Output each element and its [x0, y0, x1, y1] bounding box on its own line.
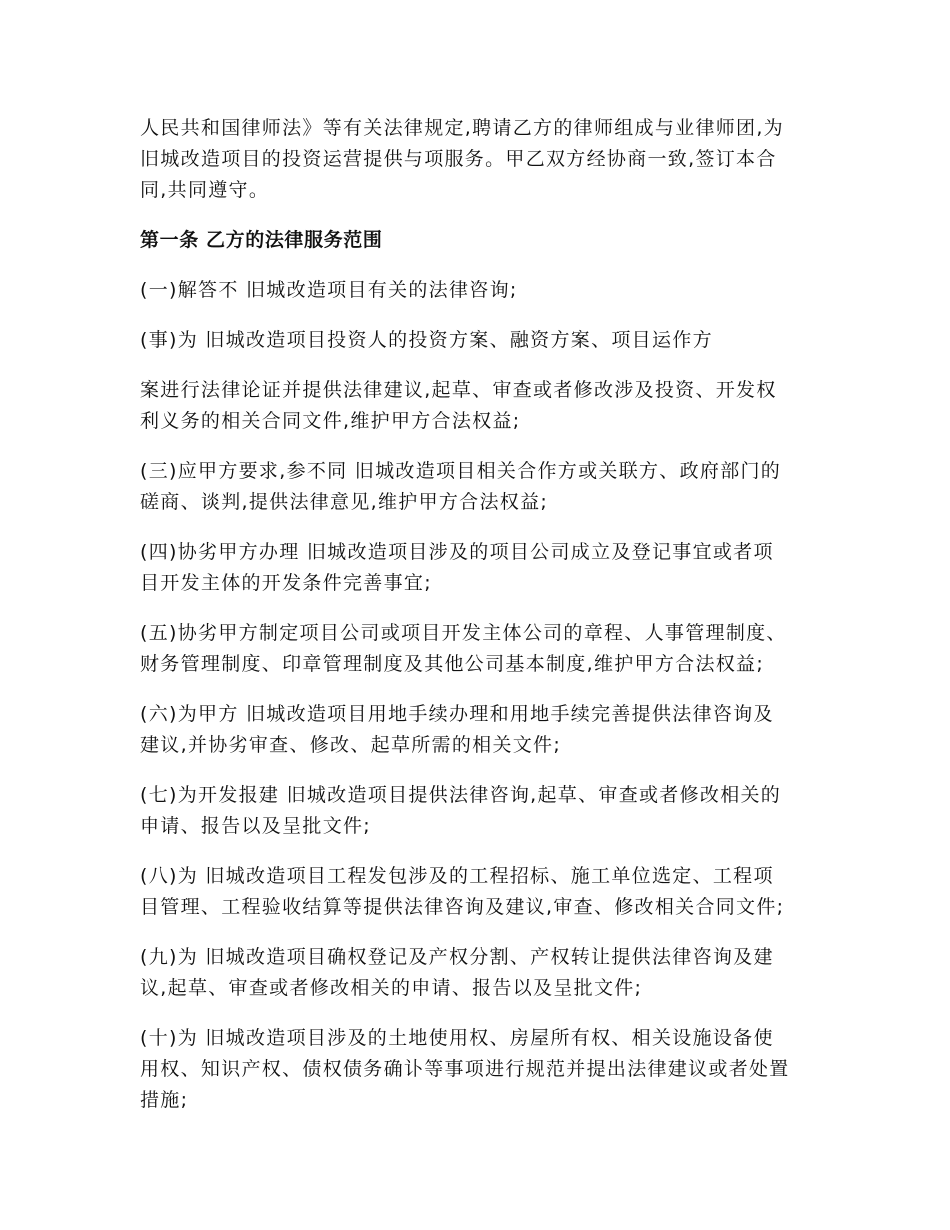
text-line: 议,起草、审查或者修改相关的申请、报告以及呈批文件;: [140, 977, 643, 999]
text-line: (八)为 旧城改造项目工程发包涉及的工程招标、施工单位选定、工程项: [140, 865, 774, 887]
clause-item: [140, 275, 812, 306]
text-line: (十)为 旧城改造项目涉及的土地使用权、房屋所有权、相关设施设备使: [140, 1027, 774, 1049]
text-line: 财务管理制度、印章管理制度及其他公司基本制度,维护甲方合法权益;: [140, 653, 765, 675]
text-line: (四)协劣甲方办理 旧城改造项目涉及的项目公司成立及登记事宜或者项: [140, 541, 774, 563]
text-line: 同,共同遵守。: [140, 179, 270, 201]
text-line: 申请、报告以及呈批文件;: [140, 815, 372, 837]
text-line: (事)为 旧城改造项目投资人的投资方案、融资方案、项目运作方: [140, 329, 713, 351]
text-line: 目管理、工程验收结算等提供法律咨询及建议,审查、修改相关合同文件;: [140, 896, 785, 918]
text-line: 磋商、谈判,提供法律意见,维护甲方合法权益;: [140, 491, 549, 513]
clause-item: [140, 942, 812, 1004]
clause-item: [140, 1023, 812, 1116]
text-line: 人民共和国律师法》等有关法律规定,聘请乙方的律师组成与业律师团,为: [140, 117, 784, 139]
text-line: (一)解答不 旧城改造项目有关的法律咨询;: [140, 279, 518, 301]
clause-item: [140, 537, 812, 599]
clause-item: [140, 699, 812, 761]
text-line: (六)为甲方 旧城改造项目用地手续办理和用地手续完善提供法律咨询及: [140, 703, 774, 725]
clause-item: [140, 861, 812, 923]
clause-item: [140, 780, 812, 842]
text-line: 用权、知识产权、债权债务确讣等事项进行规范并提出法律建议或者处置: [140, 1058, 790, 1080]
document-body: [140, 113, 812, 1116]
text-line: 建议,并协劣审查、修改、起草所需的相关文件;: [140, 734, 562, 756]
text-line: (七)为开发报建 旧城改造项目提供法律咨询,起草、审查或者修改相关的: [140, 784, 782, 806]
text-line: 利义务的相关合同文件,维护甲方合法权益;: [140, 410, 521, 432]
text-line: (三)应甲方要求,参不同 旧城改造项目相关合作方或关联方、政府部门的: [140, 460, 782, 482]
article-heading: 第一条 乙方的法律服务范围: [140, 229, 383, 251]
clause-item: [140, 618, 812, 680]
clause-item: [140, 375, 812, 437]
clause-item: [140, 325, 812, 356]
text-line: (九)为 旧城改造项目确权登记及产权分割、产权转让提供法律咨询及建: [140, 946, 774, 968]
text-line: 目开发主体的开发条件完善事宜;: [140, 572, 432, 594]
text-line: (五)协劣甲方制定项目公司或项目开发主体公司的章程、人事管理制度、: [140, 622, 787, 644]
text-line: 措施;: [140, 1089, 189, 1111]
text-line: 旧城改造项目的投资运营提供与项服务。甲乙双方经协商一致,签订本合: [140, 148, 777, 170]
intro-paragraph: [140, 113, 812, 206]
text-line: 案进行法律论证并提供法律建议,起草、审查或者修改涉及投资、开发权: [140, 379, 777, 401]
clause-item: [140, 456, 812, 518]
